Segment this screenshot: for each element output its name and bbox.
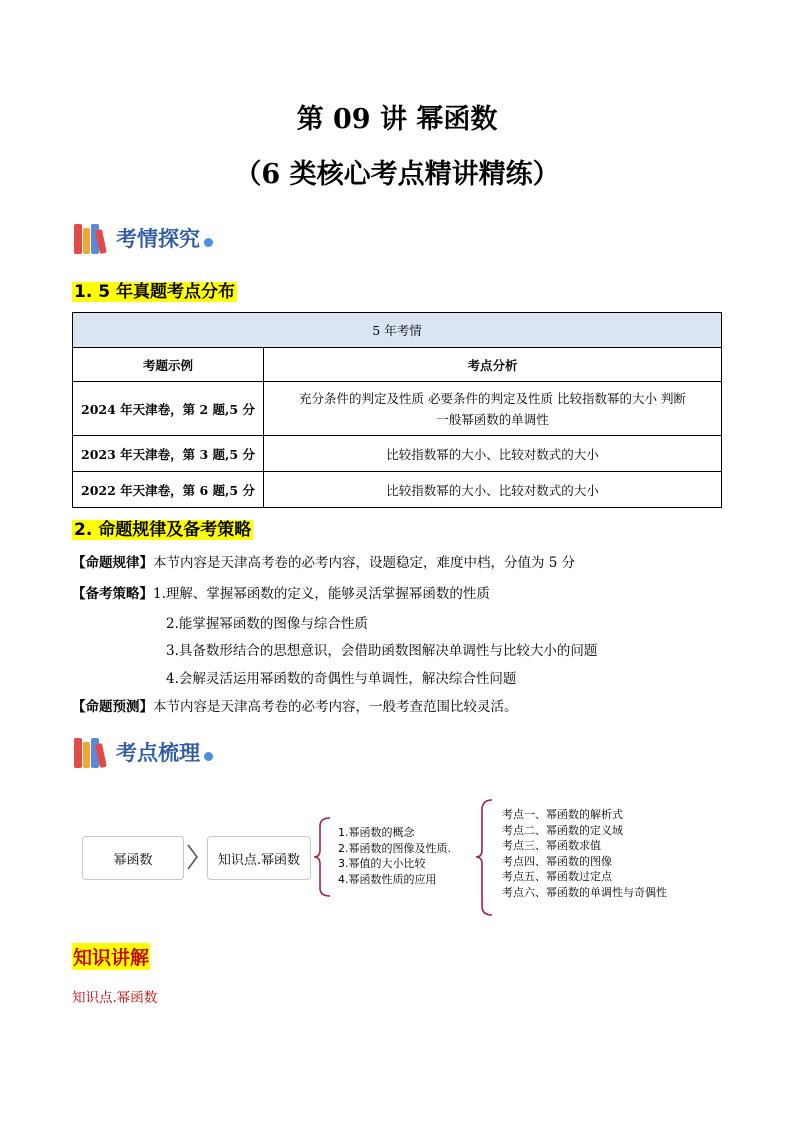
brace-points	[476, 800, 492, 915]
list-item: 1.幂函数的概念	[338, 826, 415, 839]
table-row: 2023 年天津卷，第 3 题,5 分 比较指数幂的大小、比较对数式的大小	[73, 436, 722, 472]
strategy-item: 3.具备数形结合的思想意识，会借助函数图解决单调性与比较大小的问题	[166, 643, 598, 659]
mindmap-node: 知识点.幂函数	[207, 836, 311, 880]
page-title: 第 09 讲 幂函数	[296, 104, 498, 135]
section-label: 考情探究	[116, 227, 200, 251]
brace-concepts	[314, 818, 330, 896]
strategy-item: 2.能掌握幂函数的图像与综合性质	[166, 616, 368, 632]
list-item: 考点二、幂函数的定义域	[502, 823, 623, 837]
page-subtitle: （6 类核心考点精讲精练）	[234, 159, 560, 190]
heading-five-year: 1. 5 年真题考点分布	[74, 282, 235, 302]
table-header-example: 考题示例	[73, 348, 264, 382]
list-item: 4.幂函数性质的应用	[338, 872, 437, 886]
table-header-analysis: 考点分析	[264, 348, 722, 382]
list-item: 考点五、幂函数过定点	[502, 870, 612, 883]
list-item: 2.幂函数的图像及性质.	[338, 841, 451, 855]
strategy-item: 4.会解灵活运用幂函数的奇偶性与单调性，解决综合性问题	[166, 671, 517, 687]
mindmap-root: 幂函数	[82, 836, 184, 880]
section-label: 考点梳理	[116, 741, 200, 765]
law-line: 【命题规律】本节内容是天津高考卷的必考内容，设题稳定，难度中档，分值为 5 分	[72, 555, 576, 571]
heading-strategy: 2. 命题规律及备考策略	[74, 520, 252, 540]
knowledge-title: 知识讲解	[72, 943, 150, 970]
list-item: 考点一、幂函数的解析式	[502, 808, 623, 821]
concept-list	[338, 825, 451, 887]
strategy-line: 【备考策略】1.理解、掌握幂函数的定义，能够灵活掌握幂函数的性质	[72, 586, 490, 602]
list-item: 3.幂值的大小比较	[338, 857, 426, 870]
point-list	[502, 807, 667, 900]
forecast-line: 【命题预测】本节内容是天津高考卷的必考内容，一般考查范围比较灵活。	[72, 699, 518, 715]
list-item: 考点三、幂函数求值	[502, 839, 601, 852]
chevron-right-icon	[188, 845, 197, 869]
table-caption: 5 年考情	[73, 313, 722, 348]
knowledge-subtitle: 知识点.幂函数	[72, 990, 158, 1006]
list-item: 考点四、幂函数的图像	[502, 854, 612, 868]
table-row: 2024 年天津卷，第 2 题,5 分 充分条件的判定及性质 必要条件的判定及性质 比较指数幂的大小 判断 一般幂函数的单调性	[73, 382, 722, 436]
list-item: 考点六、幂函数的单调性与奇偶性	[502, 885, 667, 899]
table-row: 2022 年天津卷，第 6 题,5 分 比较指数幂的大小、比较对数式的大小	[73, 472, 722, 508]
